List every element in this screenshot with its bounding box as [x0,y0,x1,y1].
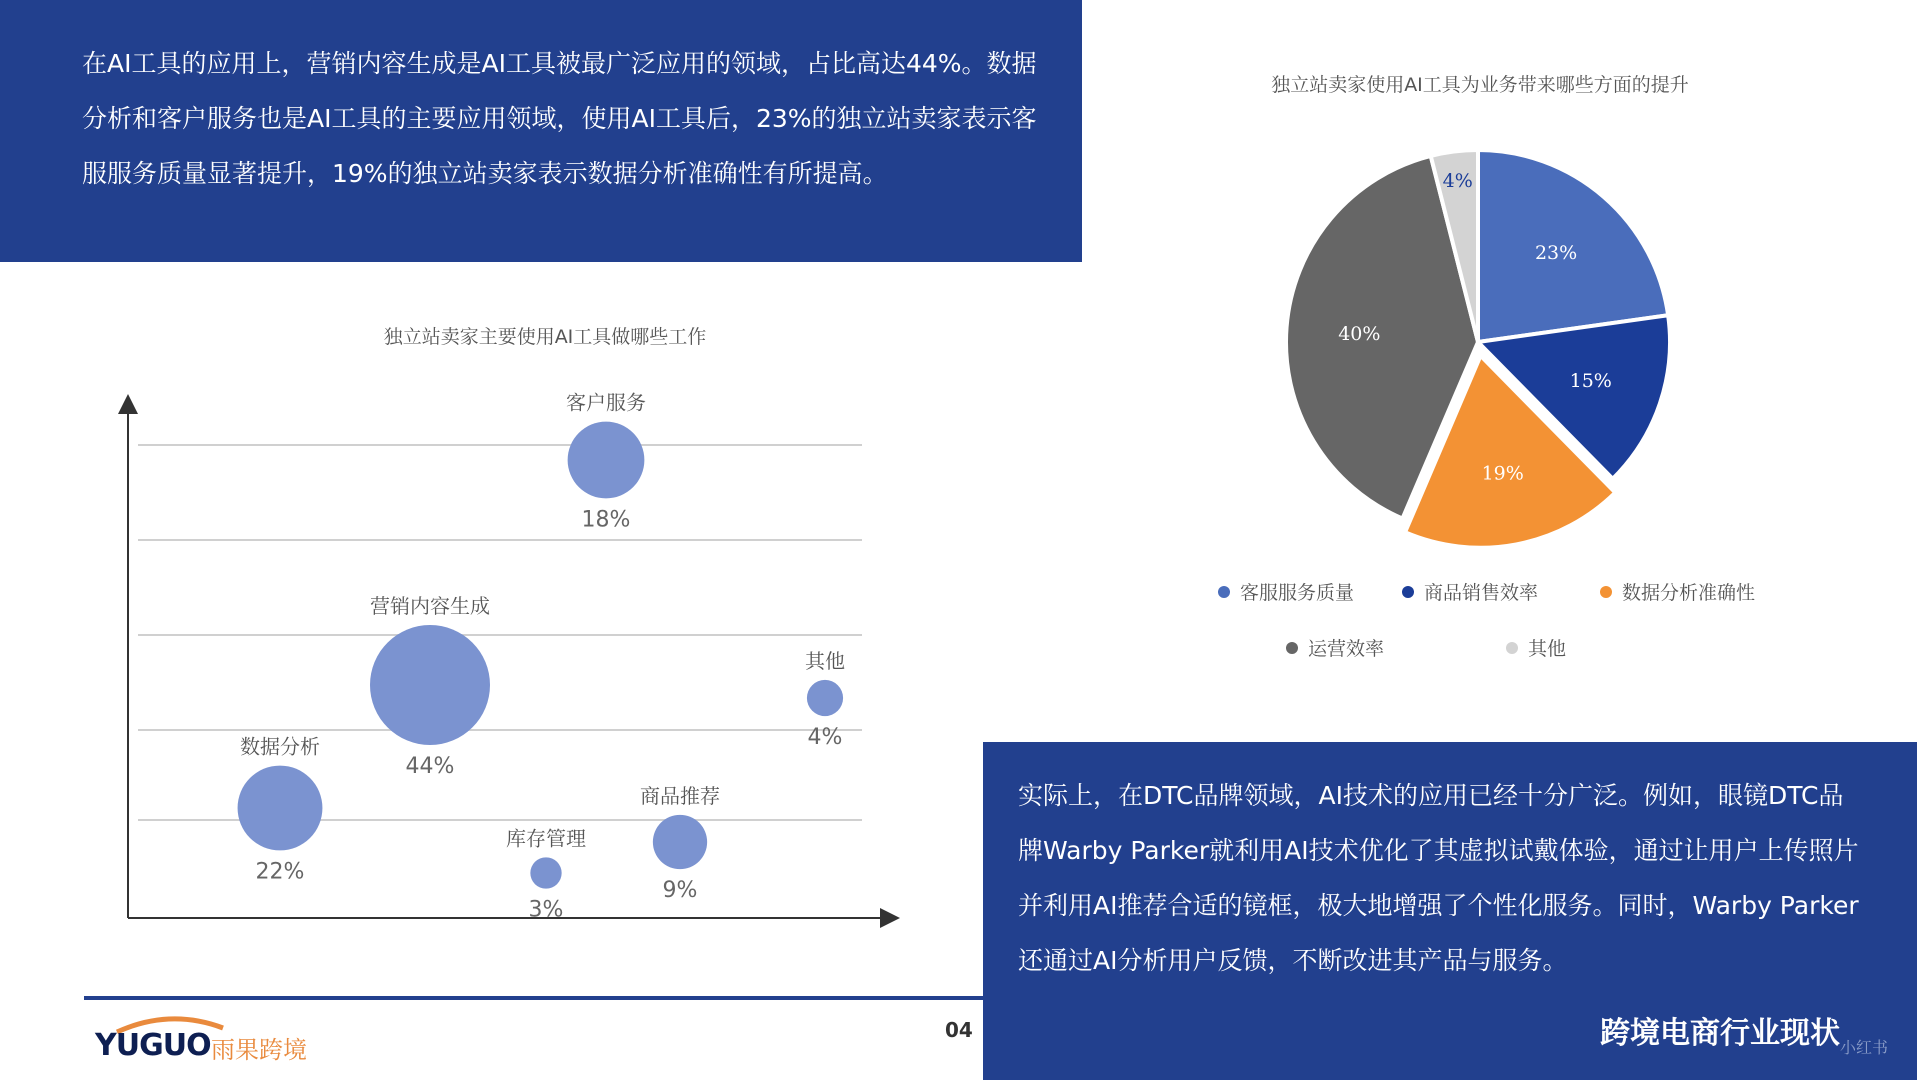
bubble-label-4: 库存管理 [506,826,586,851]
logo-english: YUGUO [95,1028,211,1063]
legend-label-1: 商品销售效率 [1424,582,1539,604]
pie-value-4: 4% [1442,170,1473,193]
bubble-chart-title: 独立站卖家主要使用AI工具做哪些工作 [383,326,707,348]
pie-value-1: 15% [1569,370,1612,393]
pie-value-0: 23% [1534,242,1578,265]
bubble-label-5: 商品推荐 [640,783,720,808]
bubble-3 [238,766,323,851]
pie-chart-title: 独立站卖家使用AI工具为业务带来哪些方面的提升 [1271,74,1689,96]
legend-label-2: 数据分析准确性 [1622,582,1756,604]
pie-value-2: 19% [1481,462,1524,485]
legend-marker-2 [1600,586,1612,598]
bubble-gridlines [138,445,862,820]
pie-value-3: 40% [1338,322,1381,345]
bubble-label-1: 营销内容生成 [370,594,490,618]
page-number: 04 [945,1018,973,1042]
legend-marker-1 [1402,586,1414,598]
footer-divider [84,996,984,1000]
logo-chinese: 雨果跨境 [211,1036,307,1064]
bubble-value-3: 22% [255,859,305,885]
bubble-value-1: 44% [405,754,455,779]
legend-marker-3 [1286,642,1298,654]
bubble-label-3: 数据分析 [240,734,320,759]
bubble-5 [653,815,707,869]
bubble-label-0: 客户服务 [566,390,646,415]
bubble-0 [568,422,645,499]
bubble-1 [370,625,490,745]
bubble-label-2: 其他 [805,648,845,673]
bubble-4 [530,857,561,888]
section-title: 跨境电商行业现状 [1600,1016,1840,1051]
legend-marker-4 [1506,642,1518,654]
case-paragraph: 实际上，在DTC品牌领域，AI技术的应用已经十分广泛。例如，眼镜DTC品牌Warby Parker就利用AI技术优化了其虚拟试戴体验，通过让用户上传照片并利用AI推荐合适的镜框，极大地增强了个性化服务。同时，Warby Parker还通过AI分析用户反馈，不断改进其产品与服务。 [1018,781,1859,975]
bubble-value-5: 9% [662,878,698,904]
bubble-value-4: 3% [528,897,564,923]
legend-label-0: 客服服务质量 [1240,582,1355,604]
legend-label-4: 其他 [1528,638,1567,660]
bubble-2 [807,680,843,716]
intro-paragraph: 在AI工具的应用上，营销内容生成是AI工具被最广泛应用的领域，占比高达44%。数据分析和客户服务也是AI工具的主要应用领域，使用AI工具后，23%的独立站卖家表示客服服务质量显著提升，19%的独立站卖家表示数据分析准确性有所提高。 [82,49,1037,188]
bubble-value-2: 4% [807,725,843,751]
watermark: 小红书 [1840,1038,1889,1057]
legend-label-3: 运营效率 [1308,638,1385,660]
legend-marker-0 [1218,586,1230,598]
bubble-value-0: 18% [581,507,631,533]
